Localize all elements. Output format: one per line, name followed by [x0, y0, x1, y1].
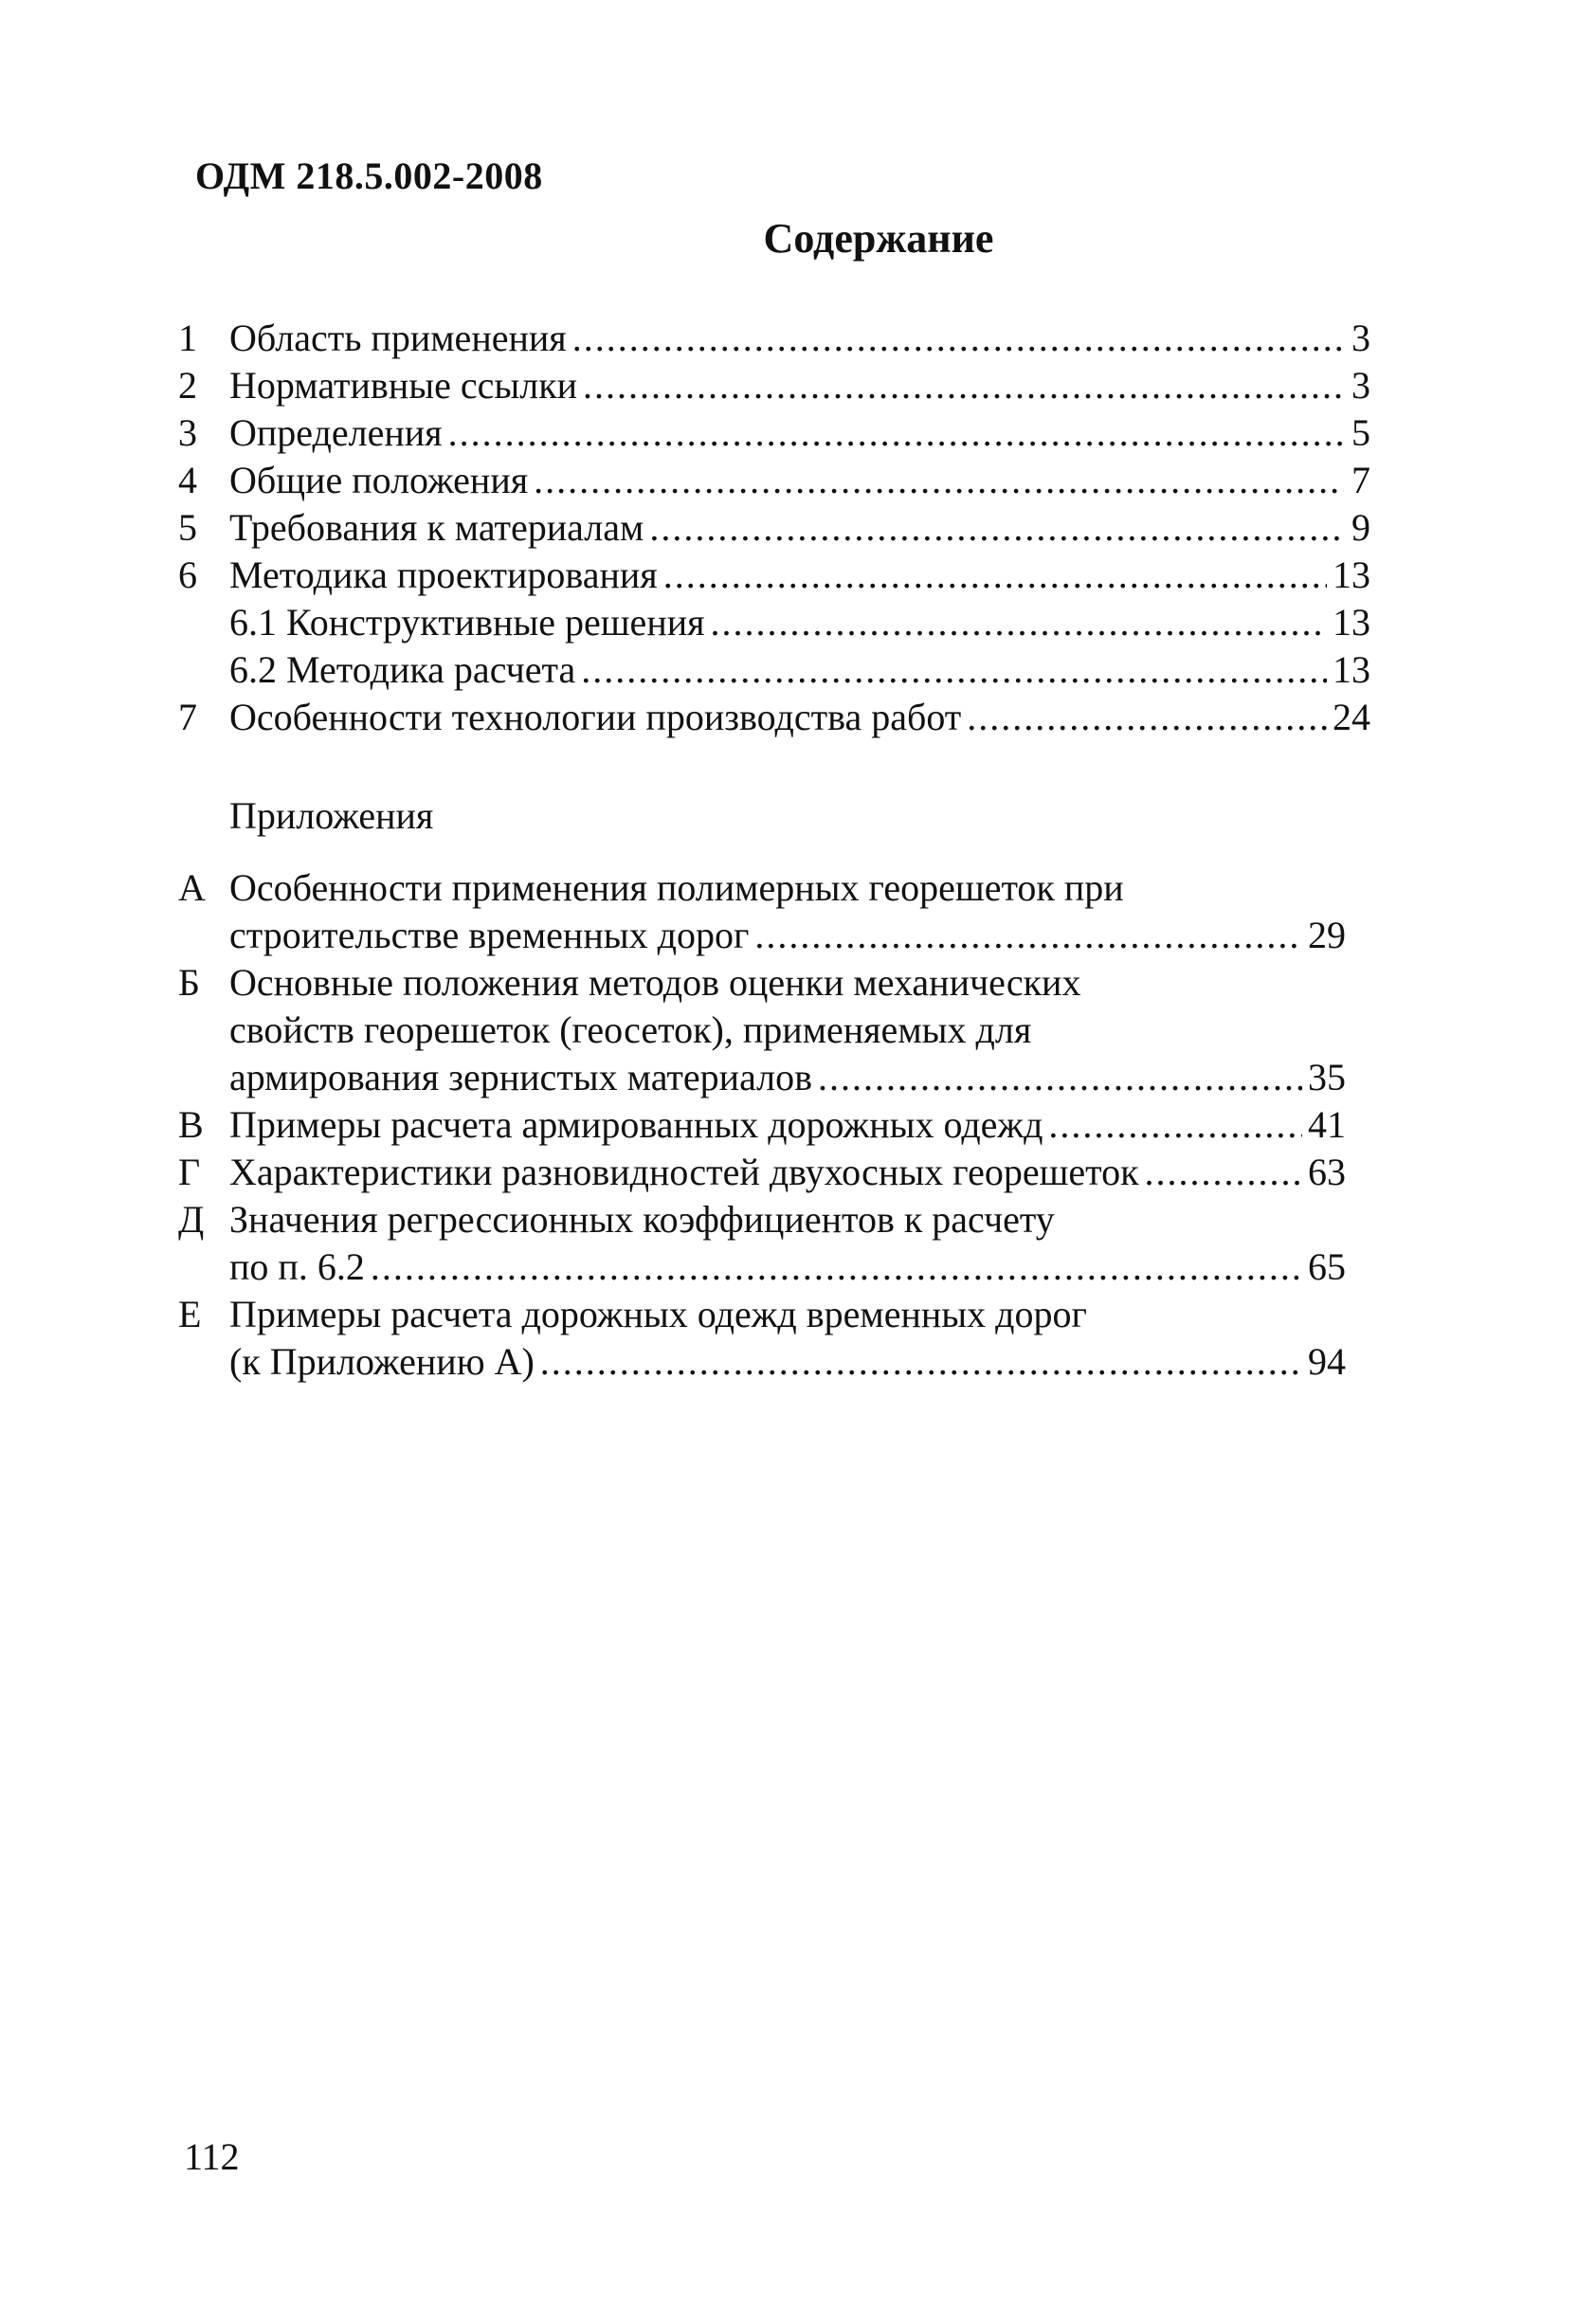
appendices-heading: Приложения [229, 794, 434, 837]
toc-entry-number: 2 [178, 364, 197, 407]
leader-dots [663, 552, 1327, 599]
leader-dots [583, 362, 1344, 409]
toc-subentry[interactable] [178, 599, 1370, 646]
toc-entry[interactable] [178, 552, 1370, 599]
appendix-title-line: Особенности применения полимерных георешеток при [229, 866, 1124, 909]
appendix-page: 35 [1308, 1056, 1346, 1098]
appendix-letter: Д [178, 1198, 205, 1241]
appendix-entry-line[interactable] [178, 959, 1346, 1007]
appendix-entry-line[interactable] [178, 1149, 1346, 1196]
appendix-entry-line[interactable] [178, 864, 1346, 912]
toc-entry-title: Определения [229, 411, 443, 454]
leader-dots [754, 912, 1302, 959]
toc-entry-number: 5 [178, 506, 197, 549]
leader-dots [448, 409, 1344, 457]
appendix-title-line: строительстве временных дорог [229, 914, 750, 956]
toc-entry[interactable] [178, 315, 1370, 362]
toc-entry-page: 13 [1333, 648, 1370, 691]
appendix-page: 65 [1308, 1245, 1346, 1288]
appendix-page: 41 [1308, 1103, 1346, 1146]
toc-entry-title: Требования к материалам [229, 506, 644, 549]
toc-entry-page: 13 [1333, 554, 1370, 596]
toc-appendix-list [178, 864, 1346, 1386]
appendix-title-line: Характеристики разновидностей двухосных георешеток [229, 1151, 1139, 1193]
toc-entry-title: Нормативные ссылки [229, 364, 578, 407]
appendix-entry-line[interactable] [178, 912, 1346, 959]
toc-entry[interactable] [178, 457, 1370, 504]
leader-dots [967, 694, 1327, 741]
toc-entry-page: 9 [1351, 506, 1370, 549]
toc-entry-page: 7 [1351, 459, 1370, 501]
appendix-letter: В [178, 1103, 204, 1146]
appendix-entry-line[interactable] [178, 1243, 1346, 1291]
appendix-entry-line[interactable] [178, 1196, 1346, 1243]
leader-dots [818, 1054, 1302, 1101]
toc-entry-title: Методика проектирования [229, 554, 658, 596]
toc-entry[interactable] [178, 409, 1370, 457]
leader-dots [649, 504, 1344, 552]
appendix-title-line: Основные положения методов оценки механических [229, 961, 1081, 1004]
appendix-page: 63 [1308, 1151, 1346, 1193]
appendix-page: 94 [1308, 1340, 1346, 1383]
toc-subentry-title: 6.2 Методика расчета [229, 648, 576, 691]
toc-entry-title: Область применения [229, 317, 567, 359]
page-number: 112 [184, 2135, 240, 2178]
toc-entry-page: 3 [1351, 317, 1370, 359]
leader-dots [534, 457, 1344, 504]
appendix-title-line: Примеры расчета дорожных одежд временных дорог [229, 1293, 1087, 1335]
toc-entry[interactable] [178, 504, 1370, 552]
leader-dots [711, 599, 1327, 646]
toc-entry-page: 3 [1351, 364, 1370, 407]
leader-dots [1048, 1101, 1302, 1149]
appendix-title-line: свойств георешеток (геосеток), применяемых для [229, 1008, 1032, 1051]
appendix-title-line: Примеры расчета армированных дорожных одежд [229, 1103, 1043, 1146]
appendix-entry-line[interactable] [178, 1054, 1346, 1101]
toc-entry-title: Общие положения [229, 459, 529, 501]
appendix-letter: Б [178, 961, 200, 1004]
document-id: ОДМ 218.5.002-2008 [195, 154, 543, 197]
appendix-entry-line[interactable] [178, 1291, 1346, 1338]
leader-dots [540, 1338, 1302, 1386]
appendix-letter: Г [178, 1151, 201, 1193]
toc-entry-title: Особенности технологии производства работ [229, 696, 962, 738]
appendix-letter: Е [178, 1293, 202, 1335]
toc-entry-number: 3 [178, 411, 197, 454]
toc-entry-number: 1 [178, 317, 197, 359]
toc-entry-number: 4 [178, 459, 197, 501]
leader-dots [581, 646, 1327, 694]
toc-title: Содержание [763, 215, 994, 262]
appendix-entry-line[interactable] [178, 1338, 1346, 1386]
toc-entry[interactable] [178, 362, 1370, 409]
toc-subentry[interactable] [178, 646, 1370, 694]
appendix-title-line: армирования зернистых материалов [229, 1056, 813, 1098]
toc-entry-page: 5 [1351, 411, 1370, 454]
appendix-page: 29 [1308, 914, 1346, 956]
toc-entry-page: 13 [1333, 601, 1370, 644]
leader-dots [371, 1243, 1302, 1291]
appendix-entry-line[interactable] [178, 1007, 1346, 1054]
toc-entry-number: 6 [178, 554, 197, 596]
appendix-entry-line[interactable] [178, 1101, 1346, 1149]
appendix-title-line: (к Приложению А) [229, 1340, 535, 1383]
toc-main-list [178, 315, 1370, 741]
appendix-title-line: Значения регрессионных коэффициентов к расчету [229, 1198, 1055, 1241]
toc-entry[interactable] [178, 694, 1370, 741]
leader-dots [572, 315, 1344, 362]
toc-entry-page: 24 [1333, 696, 1370, 738]
appendix-title-line: по п. 6.2 [229, 1245, 365, 1288]
toc-subentry-title: 6.1 Конструктивные решения [229, 601, 705, 644]
appendix-letter: А [178, 866, 206, 909]
leader-dots [1145, 1149, 1302, 1196]
toc-entry-number: 7 [178, 696, 197, 738]
